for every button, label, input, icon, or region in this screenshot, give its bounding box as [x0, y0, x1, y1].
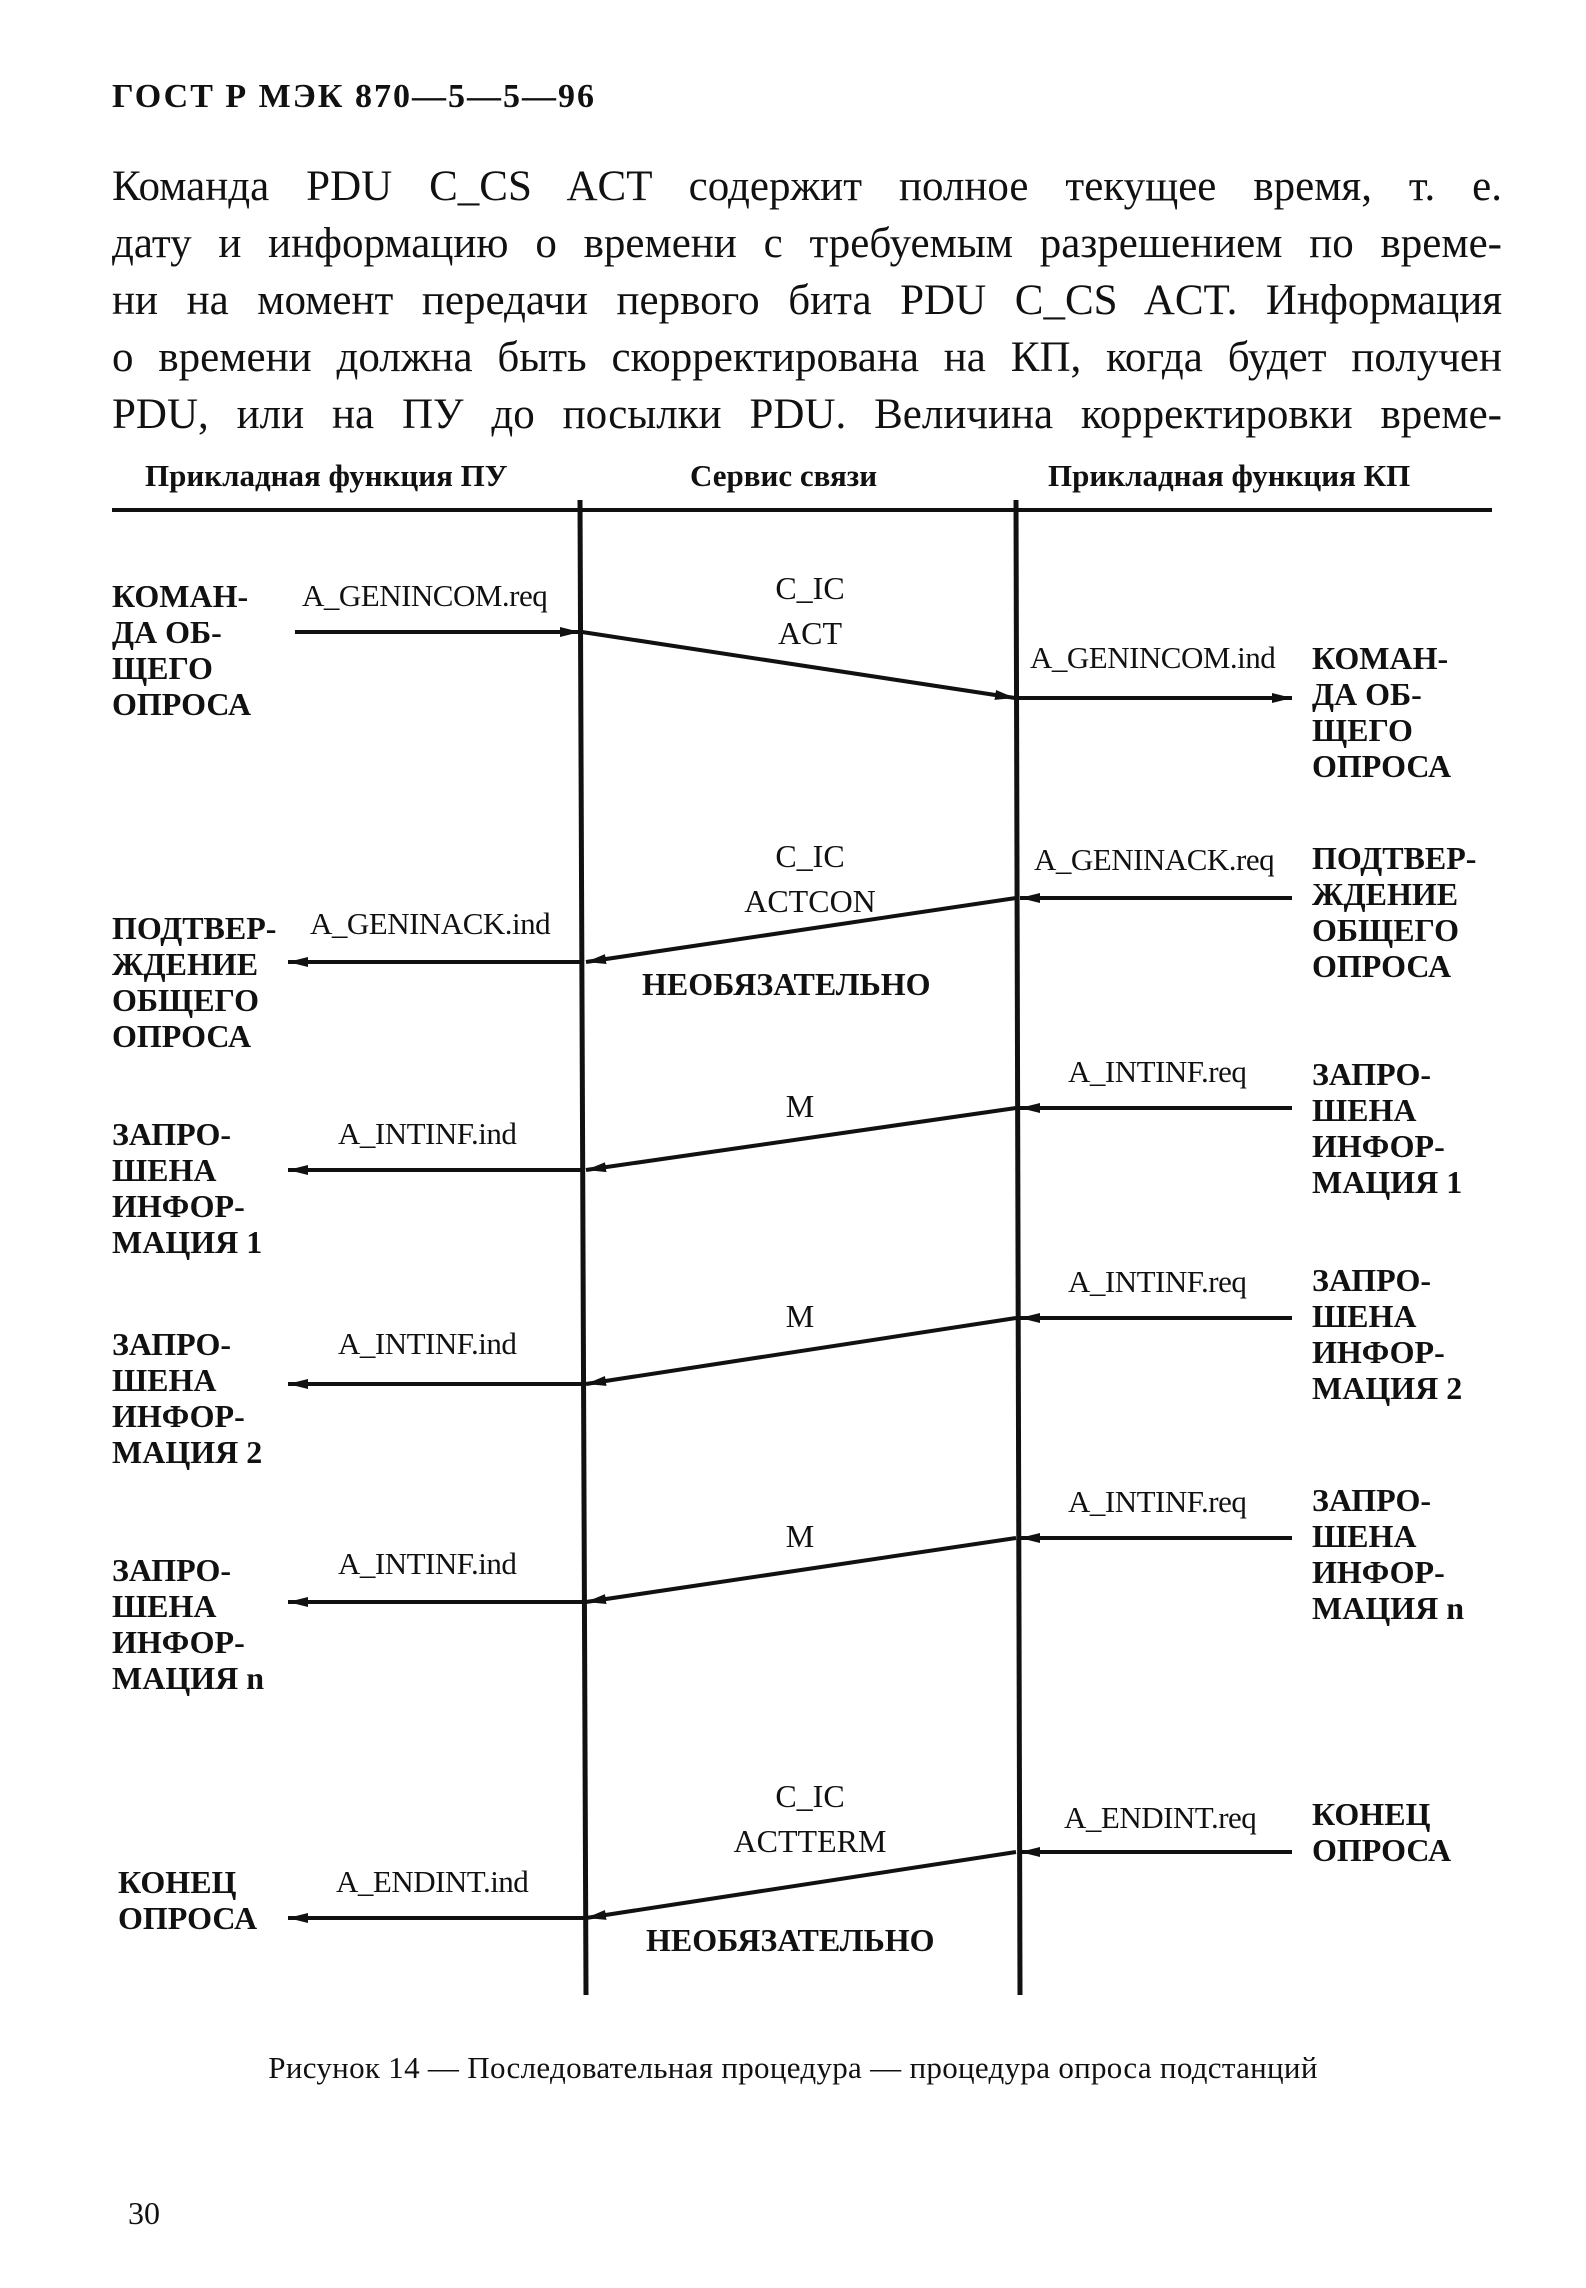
lifeline-right [1016, 500, 1020, 1995]
right-function-block: ПОДТВЕР- ЖДЕНИЕ ОБЩЕГО ОПРОСА [1312, 840, 1477, 984]
document-header: ГОСТ Р МЭК 870—5—5—96 [112, 78, 596, 115]
left-primitive: A_ENDINT.ind [336, 1864, 529, 1899]
service-label: M [785, 1088, 815, 1124]
service-label: C_IC ACT [775, 570, 845, 651]
right-primitive: A_INTINF.req [1068, 1264, 1247, 1299]
optional-label: НЕОБЯЗАТЕЛЬНО [642, 966, 931, 1002]
left-function-block: КОНЕЦ ОПРОСА [118, 1864, 258, 1936]
paragraph-line: PDU, или на ПУ до посылки PDU. Величина корректировки време- [112, 391, 1502, 438]
service-label: M [785, 1518, 815, 1554]
column-header-middle: Сервис связи [690, 458, 878, 493]
right-function-block: ЗАПРО- ШЕНА ИНФОР- МАЦИЯ n [1312, 1482, 1464, 1626]
left-primitive: A_INTINF.ind [338, 1546, 517, 1581]
left-primitive: A_INTINF.ind [338, 1116, 517, 1151]
left-function-block: ЗАПРО- ШЕНА ИНФОР- МАЦИЯ 1 [112, 1116, 263, 1260]
paragraph-line: дату и информацию о времени с требуемым разрешением по време- [112, 220, 1502, 267]
column-header-left: Прикладная функция ПУ [145, 458, 508, 493]
left-function-block: ЗАПРО- ШЕНА ИНФОР- МАЦИЯ n [112, 1552, 264, 1696]
left-function-block: ПОДТВЕР- ЖДЕНИЕ ОБЩЕГО ОПРОСА [112, 910, 277, 1054]
paragraph-line: о времени должна быть скорректирована на КП, когда будет получен [112, 334, 1502, 381]
service-label: C_IC ACTTERM [733, 1778, 887, 1859]
page-number: 30 [128, 2195, 160, 2231]
right-primitive: A_ENDINT.req [1064, 1800, 1257, 1835]
right-primitive: A_INTINF.req [1068, 1484, 1247, 1519]
figure-caption: Рисунок 14 — Последовательная процедура — процедура опроса подстанций [268, 2050, 1318, 2085]
paragraph-line: ни на момент передачи первого бита PDU C_CS ACT. Информация [112, 277, 1502, 324]
service-label: M [785, 1298, 815, 1334]
right-function-block: ЗАПРО- ШЕНА ИНФОР- МАЦИЯ 1 [1312, 1056, 1463, 1200]
service-label: C_IC ACTCON [744, 838, 876, 919]
right-primitive: A_GENINCOM.ind [1030, 640, 1276, 675]
right-primitive: A_GENINACK.req [1034, 842, 1275, 877]
column-header-right: Прикладная функция КП [1048, 458, 1411, 493]
left-function-block: ЗАПРО- ШЕНА ИНФОР- МАЦИЯ 2 [112, 1326, 263, 1470]
optional-label: НЕОБЯЗАТЕЛЬНО [646, 1922, 935, 1958]
lifeline-left [580, 500, 586, 1995]
right-function-block: ЗАПРО- ШЕНА ИНФОР- МАЦИЯ 2 [1312, 1262, 1463, 1406]
right-function-block: КОМАН- ДА ОБ- ЩЕГО ОПРОСА [1312, 640, 1452, 784]
left-primitive: A_INTINF.ind [338, 1326, 517, 1361]
paragraph-line: Команда PDU C_CS ACT содержит полное текущее время, т. е. [112, 163, 1502, 210]
right-primitive: A_INTINF.req [1068, 1054, 1247, 1089]
left-function-block: КОМАН- ДА ОБ- ЩЕГО ОПРОСА [112, 578, 252, 722]
left-primitive: A_GENINCOM.req [302, 578, 548, 613]
right-function-block: КОНЕЦ ОПРОСА [1312, 1796, 1452, 1868]
left-primitive: A_GENINACK.ind [310, 906, 551, 941]
